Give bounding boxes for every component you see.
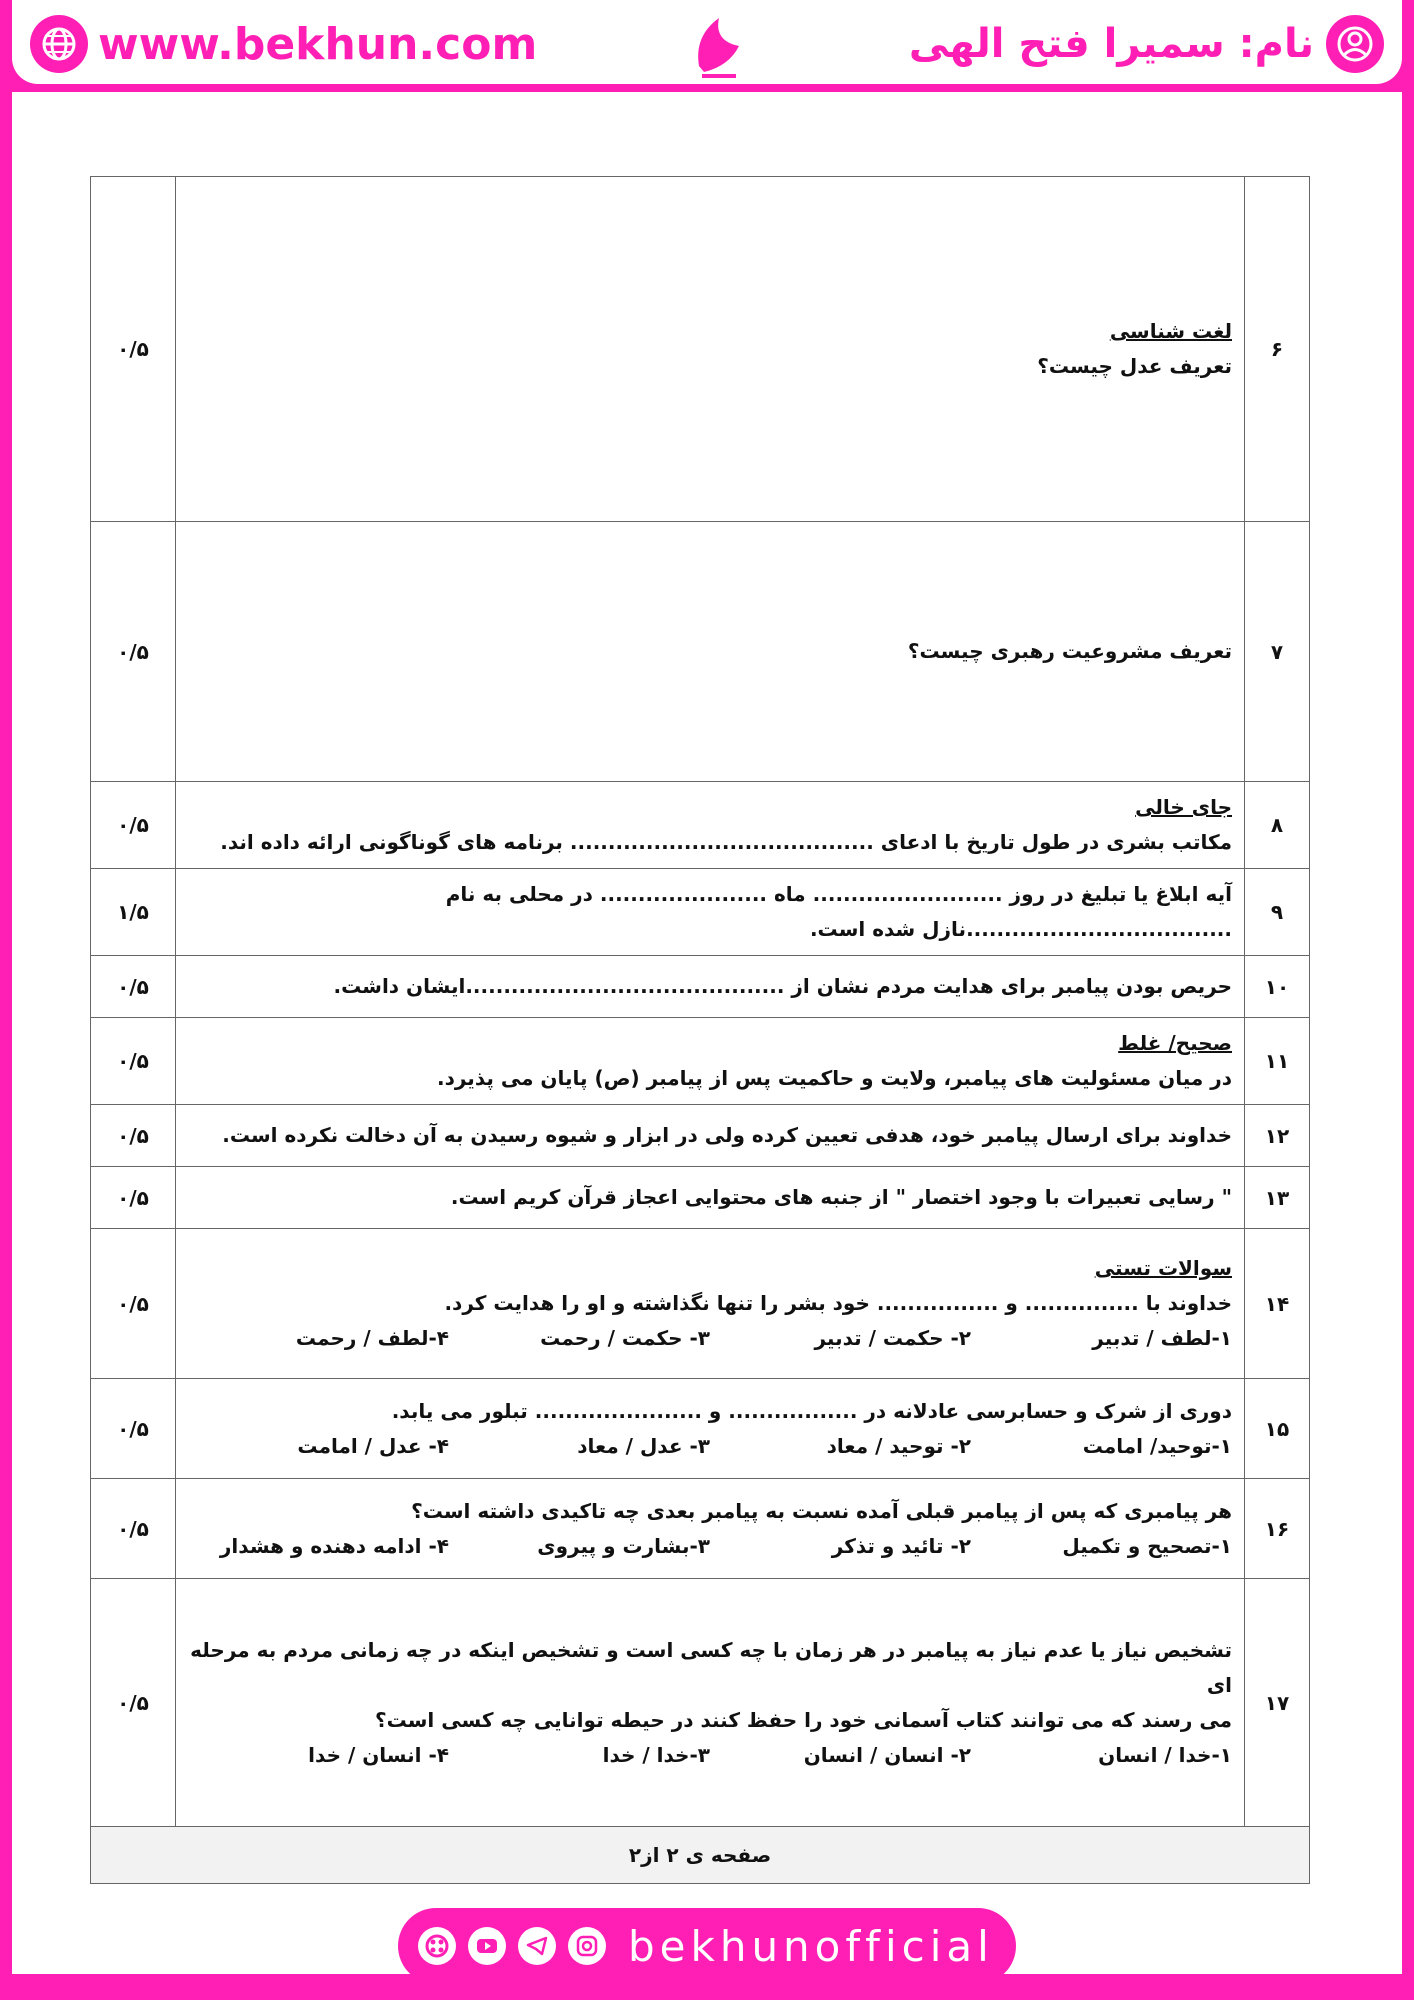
question-score: ۰/۵ bbox=[91, 782, 176, 869]
exam-table bbox=[90, 176, 1310, 1884]
question-row bbox=[91, 177, 1310, 522]
question-row bbox=[91, 1167, 1310, 1229]
options-list bbox=[188, 1738, 1232, 1773]
options-list bbox=[188, 1429, 1232, 1464]
option-item: ۲- حکمت / تدبیر bbox=[814, 1326, 971, 1350]
question-text: دوری از شرک و حسابرسی عادلانه در ................. و ...................... تبلور می یابد. bbox=[391, 1398, 1232, 1423]
question-number: ۷ bbox=[1245, 522, 1310, 782]
question-number: ۱۲ bbox=[1245, 1105, 1310, 1167]
user-icon bbox=[1326, 15, 1384, 73]
question-row bbox=[91, 1229, 1310, 1379]
option-item: ۴-لطف / رحمت bbox=[295, 1326, 449, 1350]
section-heading: جای خالی bbox=[1135, 795, 1232, 819]
question-cell bbox=[176, 1018, 1245, 1105]
option-item: ۳-بشارت و پیروی bbox=[537, 1533, 710, 1558]
question-text: تعریف عدل چیست؟ bbox=[1037, 354, 1232, 378]
question-cell bbox=[176, 1105, 1245, 1167]
question-row bbox=[91, 782, 1310, 869]
telegram-icon[interactable] bbox=[518, 1927, 556, 1965]
options-list bbox=[188, 1321, 1232, 1356]
youtube-icon[interactable] bbox=[468, 1927, 506, 1965]
question-row bbox=[91, 1105, 1310, 1167]
question-text: هر پیامبری که پس از پیامبر قبلی آمده نسبت به پیامبر بعدی چه تاکیدی داشته است؟ bbox=[411, 1498, 1232, 1523]
question-row bbox=[91, 1379, 1310, 1479]
page-number: صفحه ی ۲ از۲ bbox=[91, 1827, 1310, 1884]
option-item: ۴- عدل / امامت bbox=[297, 1433, 449, 1458]
question-score: ۰/۵ bbox=[91, 522, 176, 782]
option-item: ۳- عدل / معاد bbox=[577, 1433, 710, 1458]
question-text: حریص بودن پیامبر برای هدایت مردم نشان از ..........................................ایشان داشت. bbox=[333, 974, 1232, 998]
question-score: ۰/۵ bbox=[91, 1167, 176, 1229]
option-item: ۱-لطف / تدبیر bbox=[1092, 1326, 1232, 1350]
social-handle: bekhunofficial bbox=[628, 1921, 994, 1971]
option-item: ۱-تصحیح و تکمیل bbox=[1062, 1533, 1232, 1558]
question-score: ۰/۵ bbox=[91, 1018, 176, 1105]
instagram-icon[interactable] bbox=[568, 1927, 606, 1965]
question-number: ۸ bbox=[1245, 782, 1310, 869]
website-text: www.bekhun.com bbox=[98, 18, 538, 70]
student-name bbox=[909, 14, 1384, 74]
question-score: ۰/۵ bbox=[91, 1379, 176, 1479]
question-number: ۹ bbox=[1245, 869, 1310, 956]
question-cell bbox=[176, 1229, 1245, 1379]
section-heading: سوالات تستی bbox=[1094, 1256, 1232, 1280]
question-cell bbox=[176, 1479, 1245, 1579]
website-link[interactable] bbox=[30, 14, 537, 74]
question-row bbox=[91, 1018, 1310, 1105]
question-number: ۱۴ bbox=[1245, 1229, 1310, 1379]
question-cell bbox=[176, 1379, 1245, 1479]
question-score: ۰/۵ bbox=[91, 1105, 176, 1167]
option-item: ۱-توحید/ امامت bbox=[1082, 1433, 1232, 1458]
question-number: ۶ bbox=[1245, 177, 1310, 522]
question-number: ۱۰ bbox=[1245, 956, 1310, 1018]
question-text: مکاتب بشری در طول تاریخ با ادعای ........................................ برنامه های گوناگونی ارائه داده اند. bbox=[220, 830, 1232, 854]
question-score: ۰/۵ bbox=[91, 956, 176, 1018]
question-text: خداوند برای ارسال پیامبر خود، هدفی تعیین کرده ولی در ابزار و شیوه رسیدن به آن دخالت نکرده است. bbox=[222, 1123, 1232, 1147]
question-text: تعریف مشروعیت رهبری چیست؟ bbox=[907, 639, 1232, 663]
globe-icon bbox=[30, 15, 88, 73]
question-number: ۱۱ bbox=[1245, 1018, 1310, 1105]
question-cell bbox=[176, 956, 1245, 1018]
question-cell bbox=[176, 1579, 1245, 1827]
question-score: ۰/۵ bbox=[91, 177, 176, 522]
question-cell bbox=[176, 1167, 1245, 1229]
question-text: می رسند که می توانند کتاب آسمانی خود را حفظ کنند در حیطه توانایی چه کسی است؟ bbox=[374, 1707, 1232, 1732]
options-list bbox=[188, 1529, 1232, 1564]
question-cell bbox=[176, 522, 1245, 782]
question-score: ۰/۵ bbox=[91, 1579, 176, 1827]
option-item: ۱-خدا / انسان bbox=[1098, 1742, 1232, 1767]
question-cell bbox=[176, 177, 1245, 522]
option-item: ۳-خدا / خدا bbox=[602, 1742, 710, 1767]
question-row bbox=[91, 1479, 1310, 1579]
section-heading: صحیح/ غلط bbox=[1118, 1031, 1232, 1055]
brand-logo bbox=[679, 4, 759, 88]
question-text: " رسایی تعبیرات با وجود اختصار " از جنبه های محتوایی اعجاز قرآن کریم است. bbox=[450, 1185, 1232, 1209]
page-footer-row bbox=[91, 1827, 1310, 1884]
question-text: خداوند با ............... و ................ خود بشر را تنها نگذاشته و او را هدایت کرد. bbox=[444, 1291, 1232, 1315]
option-item: ۲- توحید / معاد bbox=[826, 1433, 971, 1458]
question-row bbox=[91, 869, 1310, 956]
question-score: ۰/۵ bbox=[91, 1479, 176, 1579]
option-item: ۴- انسان / خدا bbox=[308, 1742, 449, 1767]
question-row bbox=[91, 522, 1310, 782]
student-name-text: نام: سمیرا فتح الهی bbox=[908, 21, 1314, 67]
aparat-icon[interactable] bbox=[418, 1927, 456, 1965]
top-bar-inner bbox=[12, 0, 1402, 84]
question-number: ۱۵ bbox=[1245, 1379, 1310, 1479]
question-number: ۱۷ bbox=[1245, 1579, 1310, 1827]
question-score: ۰/۵ bbox=[91, 1229, 176, 1379]
question-text: تشخیص نیاز یا عدم نیاز به پیامبر در هر زمان با چه کسی است و تشخیص اینکه در چه زمانی مردم به مرحله ای bbox=[190, 1637, 1232, 1697]
social-bar[interactable] bbox=[398, 1908, 1016, 1984]
question-number: ۱۶ bbox=[1245, 1479, 1310, 1579]
question-row bbox=[91, 1579, 1310, 1827]
question-row bbox=[91, 956, 1310, 1018]
question-text: در میان مسئولیت های پیامبر، ولایت و حاکمیت پس از پیامبر (ص) پایان می پذیرد. bbox=[437, 1066, 1232, 1090]
question-cell bbox=[176, 782, 1245, 869]
option-item: ۳- حکمت / رحمت bbox=[540, 1326, 710, 1350]
option-item: ۴- ادامه دهنده و هشدار bbox=[219, 1533, 449, 1558]
question-cell bbox=[176, 869, 1245, 956]
option-item: ۲- انسان / انسان bbox=[803, 1742, 971, 1767]
top-bar bbox=[0, 0, 1414, 92]
option-item: ۲- تائید و تذکر bbox=[831, 1533, 971, 1558]
question-score: ۱/۵ bbox=[91, 869, 176, 956]
question-number: ۱۳ bbox=[1245, 1167, 1310, 1229]
section-heading: لغت شناسی bbox=[1109, 319, 1232, 343]
question-text: آیه ابلاغ یا تبلیغ در روز ......................... ماه ...................... در محلی به نام ...................................نازل شده است. bbox=[445, 882, 1232, 941]
